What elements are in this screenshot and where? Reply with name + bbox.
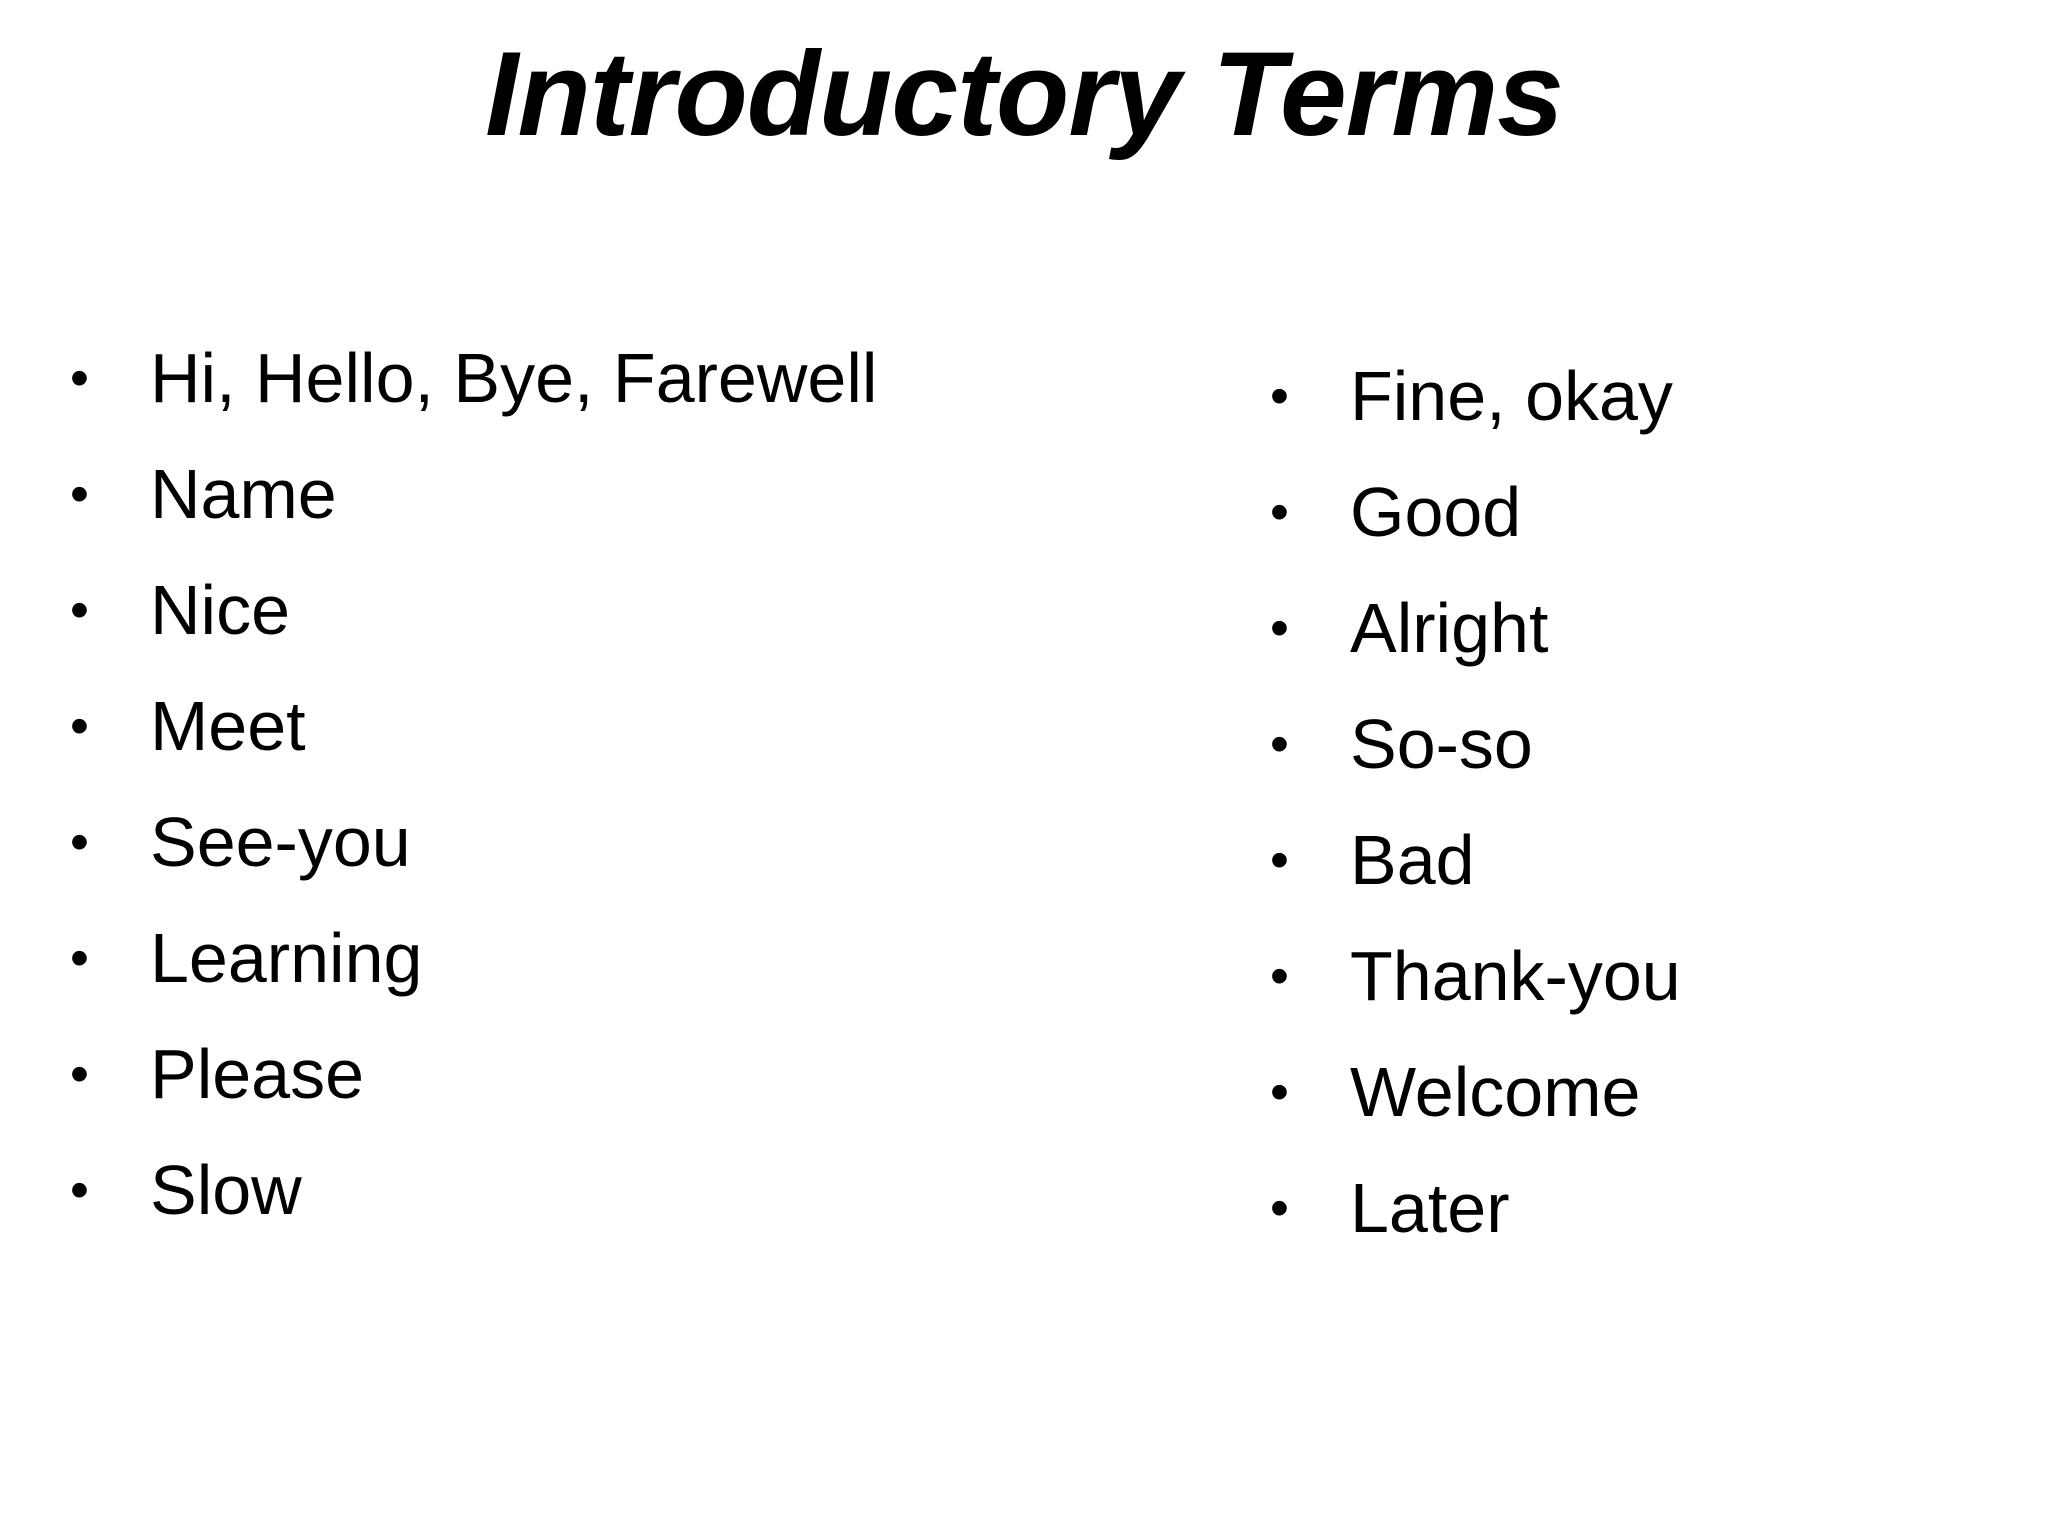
bullet-icon: • [1270, 1178, 1289, 1238]
term-label: Nice [150, 571, 291, 649]
list-item [1270, 454, 1681, 570]
bullet-icon: • [1270, 714, 1289, 774]
list-item [70, 900, 877, 1016]
term-label: Slow [150, 1151, 302, 1229]
list-item [70, 1132, 877, 1248]
bullet-icon: • [70, 1044, 89, 1104]
list-item [70, 552, 877, 668]
list-item [70, 436, 877, 552]
right-term-list [1270, 338, 1681, 1266]
term-label: So-so [1350, 705, 1533, 783]
list-item [1270, 1034, 1681, 1150]
list-item [1270, 918, 1681, 1034]
term-label: See-you [150, 803, 411, 881]
list-item [1270, 686, 1681, 802]
bullet-icon: • [70, 812, 89, 872]
term-label: Good [1350, 473, 1522, 551]
list-item [1270, 338, 1681, 454]
bullet-icon: • [1270, 598, 1289, 658]
term-label: Bad [1350, 821, 1475, 899]
list-item [70, 1016, 877, 1132]
term-label: Later [1350, 1169, 1510, 1247]
list-item [1270, 802, 1681, 918]
bullet-icon: • [70, 464, 89, 524]
term-label: Welcome [1350, 1053, 1641, 1131]
list-item [70, 668, 877, 784]
bullet-icon: • [70, 928, 89, 988]
slide-title: Introductory Terms [485, 27, 1563, 161]
term-label: Alright [1350, 589, 1549, 667]
term-label: Meet [150, 687, 306, 765]
list-item [70, 784, 877, 900]
bullet-icon: • [1270, 1062, 1289, 1122]
term-label: Thank-you [1350, 937, 1681, 1015]
list-item [70, 320, 877, 436]
left-term-list [70, 320, 877, 1248]
bullet-icon: • [70, 1160, 89, 1220]
term-label: Fine, okay [1350, 357, 1673, 435]
bullet-icon: • [70, 696, 89, 756]
bullet-icon: • [1270, 482, 1289, 542]
bullet-icon: • [1270, 946, 1289, 1006]
bullet-icon: • [1270, 830, 1289, 890]
bullet-icon: • [70, 348, 89, 408]
list-item [1270, 570, 1681, 686]
term-label: Please [150, 1035, 365, 1113]
term-label: Name [150, 455, 337, 533]
bullet-icon: • [70, 580, 89, 640]
term-label: Hi, Hello, Bye, Farewell [150, 339, 878, 417]
term-label: Learning [150, 919, 423, 997]
list-item [1270, 1150, 1681, 1266]
bullet-icon: • [1270, 366, 1289, 426]
